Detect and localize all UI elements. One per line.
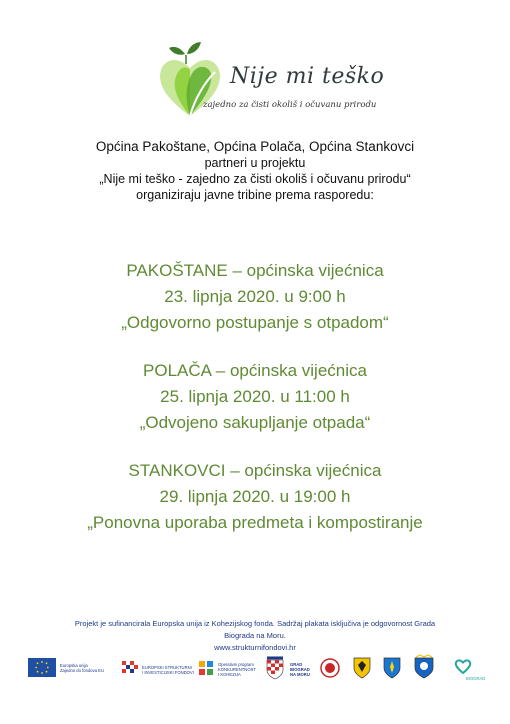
event-topic: „Odvojeno sakupljanje otpada“ (139, 413, 371, 432)
event-date: 23. lipnja 2020. u 9:00 h (164, 287, 346, 306)
logo-subtitle: zajedno za čisti okoliš i očuvanu prirodu (203, 100, 377, 110)
event-topic: „Ponovna uporaba predmeta i kompostiranje (87, 513, 423, 532)
eu-logo-text: Europska unija Zajedno do fondova EU (60, 663, 104, 673)
intro-text (0, 138, 510, 203)
event-schedule (0, 258, 510, 558)
event-place: POLAČA – općinska vijećnica (143, 361, 367, 380)
logo-title: Nije mi teško (230, 64, 385, 89)
disclaimer-line-2: Biograda na Moru. (224, 631, 286, 640)
funding-disclaimer (60, 618, 450, 654)
event-place: PAKOŠTANE – općinska vijećnica (126, 261, 384, 280)
hr-coat-of-arms (266, 656, 284, 685)
coat-of-arms-icon (266, 656, 284, 680)
event-topic: „Odgovorno postupanje s otpadom“ (121, 313, 389, 332)
event-stankovci (0, 458, 510, 536)
heart-icon (454, 658, 472, 674)
eu-flag-icon (28, 658, 56, 677)
disclaimer-line-1: Projekt je sufinancirala Europska unija iz Kohezijskog fonda. Sadržaj plakata isključiva je odgovornost Grada (74, 619, 436, 628)
event-date: 29. lipnja 2020. u 19:00 h (159, 487, 351, 506)
municipality-seal (320, 658, 340, 683)
schedule-intro: organiziraju javne tribine prema rasporedu: (136, 188, 374, 202)
checkerboard-icon (120, 659, 140, 677)
event-place: STANKOVCI – općinska vijećnica (128, 461, 382, 480)
event-pakostane (0, 258, 510, 336)
shield-icon (352, 656, 372, 680)
event-date: 25. lipnja 2020. u 11:00 h (160, 387, 350, 406)
partners-line: Općina Pakoštane, Općina Polača, Općina Stankovci (95, 139, 415, 154)
stankovci-coat-of-arms (412, 654, 436, 685)
pakostane-coat-of-arms (352, 656, 372, 685)
esif-logo (120, 659, 140, 682)
project-logo (155, 38, 385, 120)
project-name: „Nije mi teško - zajedno za čisti okoliš i očuvanu prirodu“ (99, 172, 411, 186)
esif-logo-text: EUROPSKI STRUKTURNI I INVESTICIJSKI FONDOVI (142, 665, 194, 675)
event-polaca (0, 358, 510, 436)
biograd-heart-text: BIOGRAD (466, 676, 486, 681)
op-mark-icon (198, 660, 216, 676)
seal-icon (320, 658, 340, 678)
funds-website-link[interactable]: www.strukturnifondovi.hr (214, 643, 296, 652)
partner-logos (26, 654, 486, 686)
eu-logo (28, 658, 56, 682)
partners-label: partneri u projektu (204, 156, 306, 170)
polaca-coat-of-arms (382, 656, 402, 685)
grad-biograd-text: GRAD BIOGRAD NA MORU (290, 662, 310, 677)
op-logo-text: Operativni program KONKURENTNOST I KOHEZIJA (218, 662, 256, 677)
shield-icon (412, 654, 436, 680)
shield-icon (382, 656, 402, 680)
op-logo (198, 660, 216, 681)
